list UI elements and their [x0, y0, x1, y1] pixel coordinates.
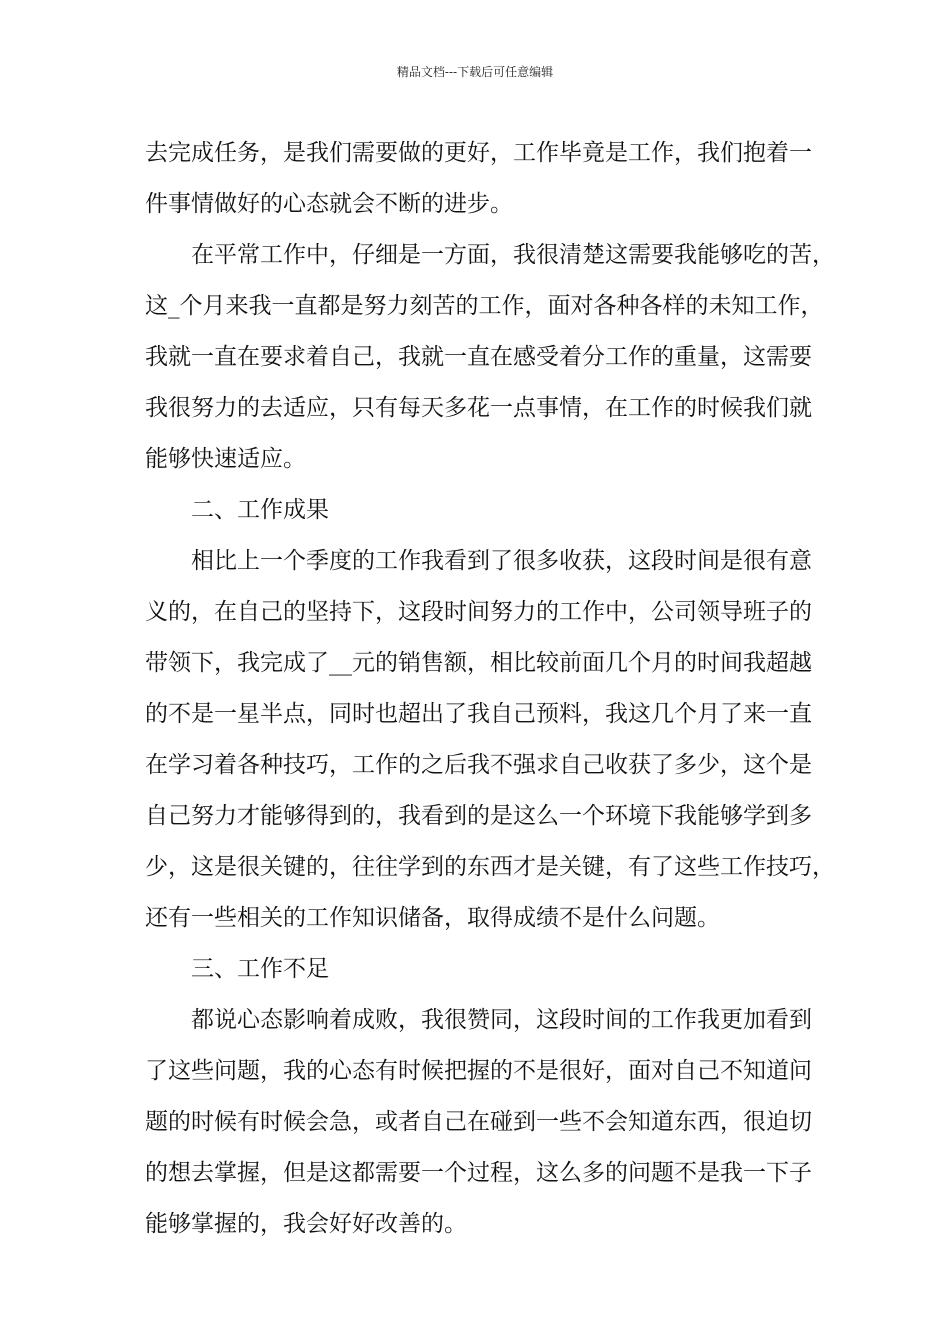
text-line: 去完成任务，是我们需要做的更好，工作毕竟是工作，我们抱着一: [145, 140, 812, 166]
text-line: 还有一些相关的工作知识储备，取得成绩不是什么问题。: [145, 905, 720, 931]
document-body: [145, 128, 835, 1250]
section-heading: 三、工作不足: [191, 956, 329, 982]
text-line: 这_个月来我一直都是努力刻苦的工作，面对各种各样的未知工作，: [145, 293, 824, 319]
paragraph-start-line: 在平常工作中，仔细是一方面，我很清楚这需要我能够吃的苦，: [191, 242, 835, 268]
text-line: 带领下，我完成了__元的销售额，相比较前面几个月的时间我超越: [145, 650, 812, 676]
text-line: 我很努力的去适应，只有每天多花一点事情，在工作的时候我们就: [145, 395, 812, 421]
text-line: 能够掌握的，我会好好改善的。: [145, 1211, 467, 1237]
paragraph-start-line: 相比上一个季度的工作我看到了很多收获，这段时间是很有意: [191, 548, 812, 574]
text-line: 件事情做好的心态就会不断的进步。: [145, 191, 513, 217]
paragraph-start-line: 都说心态影响着成败，我很赞同，这段时间的工作我更加看到: [191, 1007, 812, 1033]
text-line: 我就一直在要求着自己，我就一直在感受着分工作的重量，这需要: [145, 344, 812, 370]
text-line: 能够快速适应。: [145, 446, 306, 472]
text-line: 少，这是很关键的，往往学到的东西才是关键，有了这些工作技巧，: [145, 854, 835, 880]
text-line: 义的，在自己的坚持下，这段时间努力的工作中，公司领导班子的: [145, 599, 812, 625]
text-line: 在学习着各种技巧，工作的之后我不强求自己收获了多少，这个是: [145, 752, 812, 778]
text-line: 的想去掌握，但是这都需要一个过程，这么多的问题不是我一下子: [145, 1160, 812, 1186]
page-header: 精品文档---下载后可任意编辑: [396, 65, 554, 79]
text-line: 了这些问题，我的心态有时候把握的不是很好，面对自己不知道问: [145, 1058, 812, 1084]
section-heading: 二、工作成果: [191, 497, 329, 523]
text-line: 题的时候有时候会急，或者自己在碰到一些不会知道东西，很迫切: [145, 1109, 812, 1135]
text-line: 自己努力才能够得到的，我看到的是这么一个环境下我能够学到多: [145, 803, 812, 829]
text-line: 的不是一星半点，同时也超出了我自己预料，我这几个月了来一直: [145, 701, 812, 727]
